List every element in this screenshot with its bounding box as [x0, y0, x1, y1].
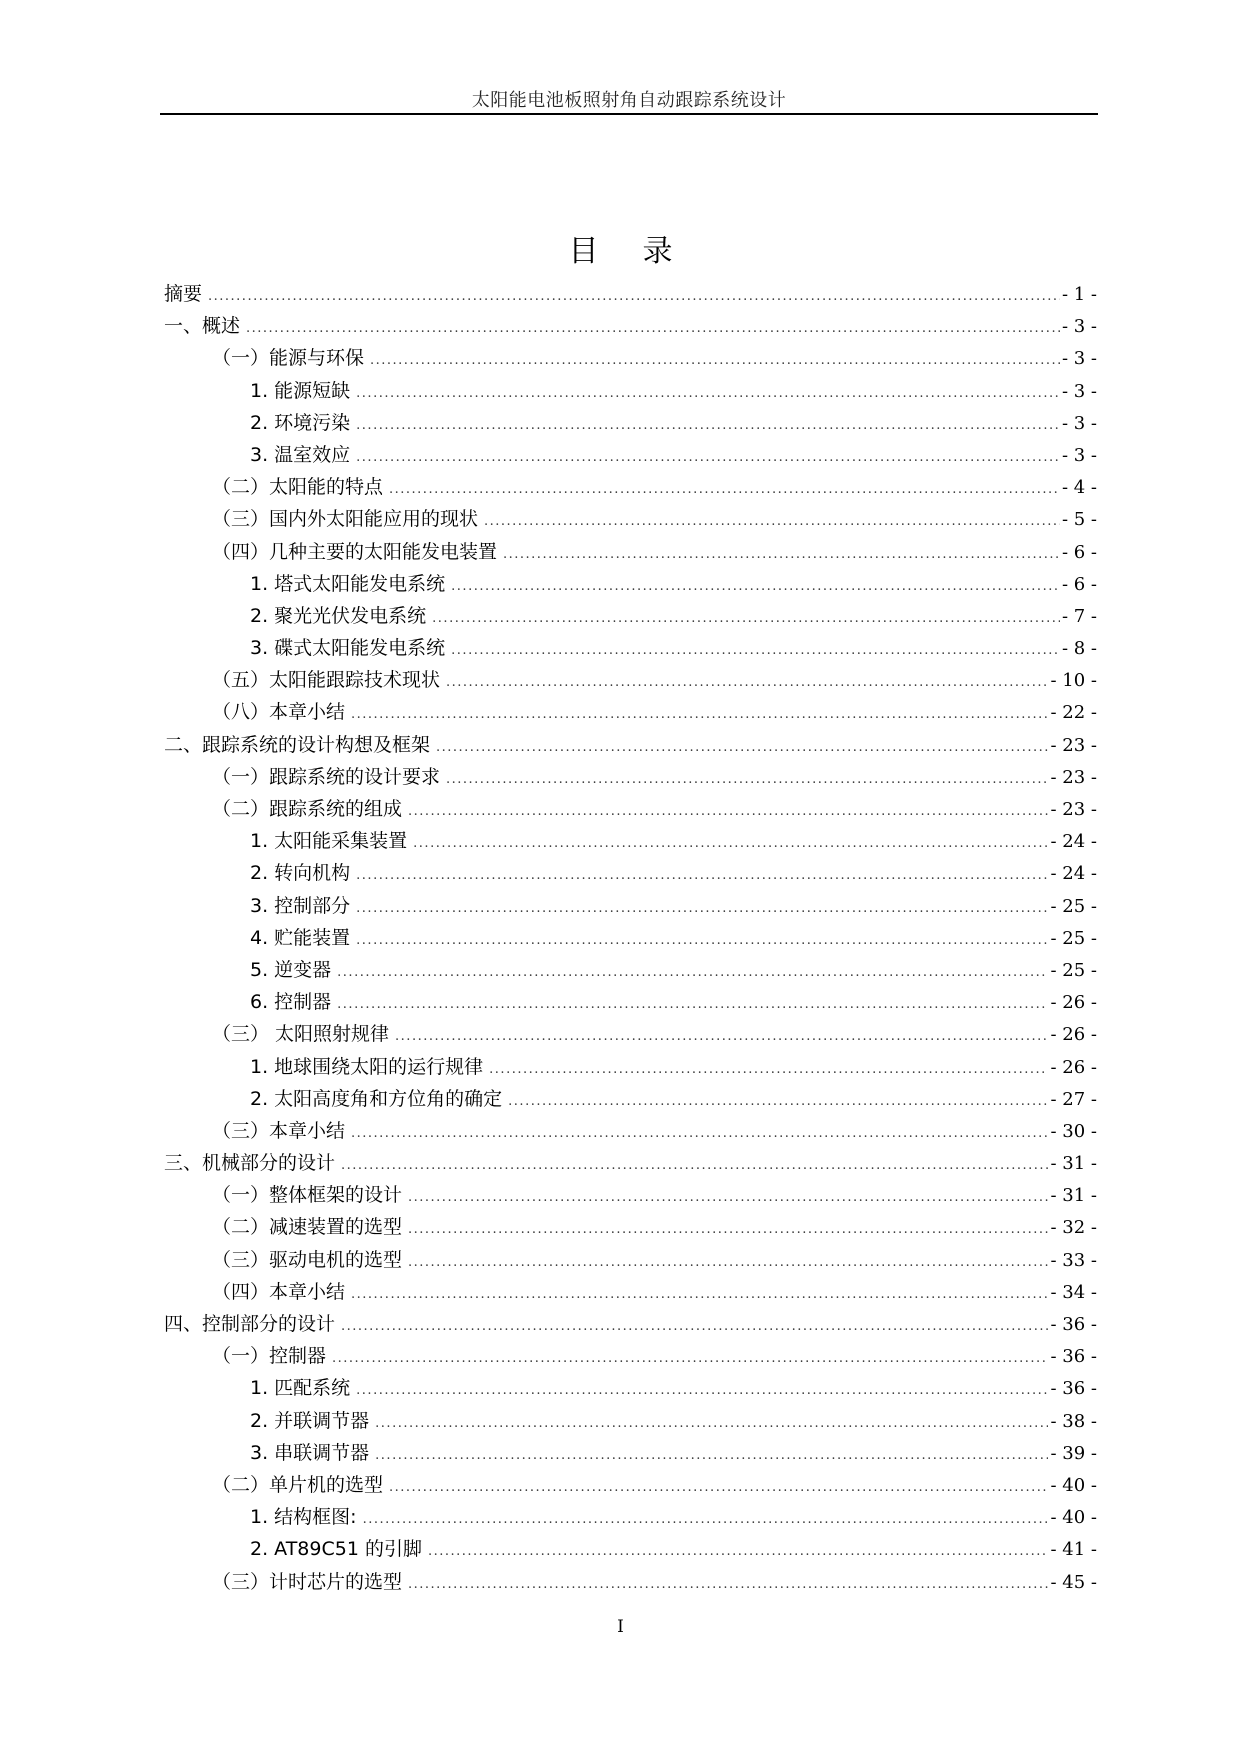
- toc-entry-label: （二）减速装置的选型: [212, 1216, 403, 1239]
- toc-title-part1: 目: [568, 234, 599, 269]
- toc-entry[interactable]: [164, 1308, 1097, 1340]
- toc-entry-label: （一）整体框架的设计: [212, 1184, 403, 1207]
- toc-leader-dots: [395, 1021, 1048, 1053]
- toc-entry-label: 6. 控制器: [250, 991, 332, 1014]
- toc-leader-dots: [413, 828, 1048, 860]
- toc-entry-label: 2. AT89C51 的引脚: [250, 1538, 422, 1561]
- toc-entry[interactable]: [164, 1437, 1097, 1469]
- toc-entry-label: 一、概述: [164, 315, 241, 338]
- toc-entry-page: - 36 -: [1050, 1314, 1097, 1335]
- toc-entry-label: 3. 控制部分: [250, 894, 351, 917]
- toc-leader-dots: [432, 603, 1060, 635]
- toc-title: [0, 226, 1241, 270]
- toc-leader-dots: [356, 925, 1048, 957]
- toc-entry-page: - 22 -: [1050, 702, 1097, 724]
- toc-entry-page: - 39 -: [1050, 1442, 1097, 1464]
- toc-leader-dots: [332, 1343, 1048, 1375]
- toc-leader-dots: [408, 1214, 1048, 1246]
- toc-entry-page: - 40 -: [1050, 1474, 1097, 1496]
- toc-entry-label: （五）太阳能跟踪技术现状: [212, 669, 441, 692]
- toc-entry-label: 3. 串联调节器: [250, 1441, 370, 1464]
- toc-entry[interactable]: [164, 890, 1097, 922]
- toc-entry[interactable]: [164, 1179, 1097, 1211]
- toc-leader-dots: [451, 635, 1060, 667]
- toc-entry[interactable]: [164, 536, 1097, 568]
- toc-entry-page: - 25 -: [1050, 959, 1097, 981]
- toc-leader-dots: [341, 1311, 1048, 1343]
- toc-entry[interactable]: [164, 568, 1097, 600]
- running-header: 太阳能电池板照射角自动跟踪系统设计: [471, 90, 787, 111]
- toc-leader-dots: [408, 1182, 1048, 1214]
- toc-entry-label: （三）国内外太阳能应用的现状: [212, 508, 479, 531]
- toc-entry[interactable]: [164, 375, 1097, 407]
- toc-entry-page: - 23 -: [1050, 799, 1097, 820]
- toc-leader-dots: [408, 1569, 1048, 1601]
- toc-leader-dots: [356, 442, 1060, 474]
- toc-entry[interactable]: [164, 1083, 1097, 1115]
- toc-leader-dots: [356, 410, 1060, 442]
- header-rule: [160, 113, 1098, 115]
- toc-entry-page: - 25 -: [1050, 895, 1097, 917]
- toc-entry-label: 三、机械部分的设计: [164, 1152, 336, 1175]
- toc-leader-dots: [503, 539, 1060, 571]
- toc-entry-label: （一）能源与环保: [212, 347, 365, 370]
- toc-entry-label: （二）单片机的选型: [212, 1473, 384, 1496]
- toc-leader-dots: [341, 1150, 1048, 1182]
- toc-entry-label: 1. 结构框图:: [250, 1506, 357, 1529]
- toc-leader-dots: [451, 571, 1060, 603]
- toc-entry-label: 2. 聚光光伏发电系统: [250, 604, 427, 627]
- toc-entry-page: - 33 -: [1050, 1249, 1097, 1271]
- toc-leader-dots: [370, 345, 1060, 377]
- toc-entry-page: - 32 -: [1050, 1217, 1097, 1239]
- toc-entry-label: 摘要: [164, 283, 203, 305]
- toc-entry-page: - 23 -: [1050, 766, 1097, 788]
- toc-leader-dots: [351, 1279, 1048, 1311]
- toc-entry[interactable]: [164, 922, 1097, 954]
- toc-entry-label: （一）跟踪系统的设计要求: [212, 765, 441, 788]
- toc-entry-page: - 7 -: [1061, 605, 1097, 627]
- toc-entry-label: 1. 匹配系统: [250, 1377, 351, 1400]
- toc-entry-page: - 6 -: [1061, 573, 1097, 595]
- toc-entry[interactable]: [164, 632, 1097, 664]
- toc-entry-label: （一）控制器: [212, 1345, 327, 1368]
- page-number: I: [617, 1617, 624, 1637]
- toc-entry[interactable]: [164, 600, 1097, 632]
- toc-entry[interactable]: [164, 954, 1097, 986]
- toc-entry[interactable]: [164, 439, 1097, 471]
- toc-entry[interactable]: [164, 407, 1097, 439]
- toc-leader-dots: [446, 764, 1048, 796]
- toc-entry[interactable]: [164, 342, 1097, 374]
- toc-leader-dots: [484, 506, 1060, 538]
- toc-entry-label: （八）本章小结: [212, 701, 346, 724]
- toc-entry-label: 3. 温室效应: [250, 443, 351, 466]
- toc-entry-label: 2. 环境污染: [250, 411, 351, 434]
- toc-entry-label: 1. 地球围绕太阳的运行规律: [250, 1055, 484, 1078]
- toc-leader-dots: [389, 1472, 1048, 1504]
- toc-entry-label: 1. 塔式太阳能发电系统: [250, 572, 446, 595]
- toc-entry-label: 3. 碟式太阳能发电系统: [250, 637, 446, 660]
- toc-entry[interactable]: [164, 310, 1097, 342]
- toc-entry-page: - 26 -: [1050, 1024, 1097, 1046]
- toc-entry[interactable]: [164, 1211, 1097, 1243]
- toc-leader-dots: [428, 1536, 1049, 1568]
- toc-entry[interactable]: [164, 1501, 1097, 1533]
- toc-entry[interactable]: [164, 793, 1097, 825]
- toc-entry[interactable]: [164, 1340, 1097, 1372]
- toc-leader-dots: [389, 474, 1060, 506]
- toc-entry-page: - 26 -: [1050, 992, 1097, 1014]
- toc-entry[interactable]: [164, 1405, 1097, 1437]
- toc-entry[interactable]: [164, 278, 1097, 310]
- toc-entry-page: - 4 -: [1061, 477, 1097, 499]
- toc-entry[interactable]: [164, 1566, 1097, 1598]
- toc-entry[interactable]: [164, 1469, 1097, 1501]
- toc-entry-page: - 27 -: [1050, 1088, 1097, 1110]
- toc-entry-page: - 23 -: [1050, 734, 1097, 756]
- toc-entry-page: - 45 -: [1050, 1571, 1097, 1593]
- toc-entry-label: （四）几种主要的太阳能发电装置: [212, 540, 498, 563]
- toc-leader-dots: [408, 796, 1048, 828]
- toc-entry-page: - 1 -: [1061, 284, 1097, 305]
- toc-entry-page: - 3 -: [1061, 412, 1097, 434]
- toc-entry-label: （三）本章小结: [212, 1119, 346, 1142]
- toc-entry-page: - 6 -: [1061, 541, 1097, 563]
- toc-entry-label: 二、跟踪系统的设计构想及框架: [164, 733, 431, 756]
- toc-entry-label: （三）计时芯片的选型: [212, 1570, 403, 1593]
- toc-leader-dots: [351, 699, 1048, 731]
- toc-entry[interactable]: [164, 1018, 1097, 1050]
- toc-entry-page: - 3 -: [1061, 348, 1097, 370]
- toc-entry[interactable]: [164, 825, 1097, 857]
- toc-leader-dots: [408, 1247, 1048, 1279]
- toc-entry[interactable]: [164, 1244, 1097, 1276]
- toc-entry-page: - 36 -: [1050, 1346, 1097, 1368]
- toc-entry-page: - 3 -: [1061, 316, 1097, 338]
- table-of-contents: [164, 278, 1097, 1598]
- toc-leader-dots: [436, 732, 1048, 764]
- toc-entry[interactable]: [164, 503, 1097, 535]
- toc-entry-label: （二）太阳能的特点: [212, 476, 384, 499]
- toc-leader-dots: [356, 1375, 1048, 1407]
- toc-entry-label: 1. 太阳能采集装置: [250, 830, 408, 853]
- toc-entry-page: - 38 -: [1050, 1410, 1097, 1432]
- toc-entry-label: 2. 转向机构: [250, 862, 351, 885]
- toc-entry[interactable]: [164, 761, 1097, 793]
- toc-entry-label: 5. 逆变器: [250, 958, 332, 981]
- toc-entry-label: （四）本章小结: [212, 1280, 346, 1303]
- toc-entry-page: - 8 -: [1061, 638, 1097, 660]
- toc-entry-page: - 5 -: [1061, 509, 1097, 531]
- toc-leader-dots: [375, 1440, 1048, 1472]
- toc-entry-label: （三）驱动电机的选型: [212, 1248, 403, 1271]
- toc-entry-page: - 24 -: [1050, 831, 1097, 853]
- toc-entry[interactable]: [164, 729, 1097, 761]
- toc-leader-dots: [356, 893, 1048, 925]
- toc-leader-dots: [356, 860, 1048, 892]
- toc-entry-page: - 3 -: [1061, 380, 1097, 402]
- toc-leader-dots: [351, 1118, 1048, 1150]
- toc-entry-label: （二）跟踪系统的组成: [212, 798, 403, 820]
- toc-entry[interactable]: [164, 1372, 1097, 1404]
- toc-entry[interactable]: [164, 1115, 1097, 1147]
- toc-entry-label: 四、控制部分的设计: [164, 1313, 336, 1335]
- toc-title-part2: 录: [642, 234, 673, 269]
- toc-entry-page: - 10 -: [1050, 670, 1097, 692]
- toc-entry-page: - 36 -: [1050, 1378, 1097, 1400]
- toc-entry[interactable]: [164, 664, 1097, 696]
- toc-entry-page: - 3 -: [1061, 444, 1097, 466]
- toc-leader-dots: [446, 667, 1048, 699]
- toc-entry-label: 4. 贮能装置: [250, 926, 351, 949]
- toc-entry[interactable]: [164, 1533, 1097, 1565]
- toc-entry-page: - 30 -: [1050, 1120, 1097, 1142]
- toc-entry-page: - 41 -: [1050, 1539, 1097, 1561]
- toc-entry-label: 2. 并联调节器: [250, 1409, 370, 1432]
- toc-entry[interactable]: [164, 696, 1097, 728]
- toc-entry-label: （三） 太阳照射规律: [212, 1023, 390, 1046]
- toc-entry[interactable]: [164, 986, 1097, 1018]
- toc-entry-page: - 25 -: [1050, 927, 1097, 949]
- toc-entry-page: - 26 -: [1050, 1056, 1097, 1078]
- toc-entry-page: - 31 -: [1050, 1185, 1097, 1207]
- toc-leader-dots: [356, 378, 1060, 410]
- toc-entry[interactable]: [164, 471, 1097, 503]
- toc-entry[interactable]: [164, 857, 1097, 889]
- toc-entry-page: - 31 -: [1050, 1153, 1097, 1175]
- toc-leader-dots: [489, 1054, 1048, 1086]
- toc-entry[interactable]: [164, 1051, 1097, 1083]
- toc-entry-label: 2. 太阳高度角和方位角的确定: [250, 1087, 503, 1110]
- toc-entry[interactable]: [164, 1147, 1097, 1179]
- toc-entry-label: 1. 能源短缺: [250, 379, 351, 402]
- toc-leader-dots: [337, 957, 1048, 989]
- toc-leader-dots: [375, 1408, 1048, 1440]
- toc-leader-dots: [246, 313, 1060, 345]
- toc-leader-dots: [508, 1086, 1048, 1118]
- toc-entry-page: - 40 -: [1050, 1507, 1097, 1529]
- toc-leader-dots: [337, 989, 1048, 1021]
- toc-leader-dots: [208, 281, 1060, 313]
- toc-entry-page: - 24 -: [1050, 863, 1097, 885]
- toc-leader-dots: [363, 1504, 1049, 1536]
- toc-entry-page: - 34 -: [1050, 1281, 1097, 1303]
- toc-entry[interactable]: [164, 1276, 1097, 1308]
